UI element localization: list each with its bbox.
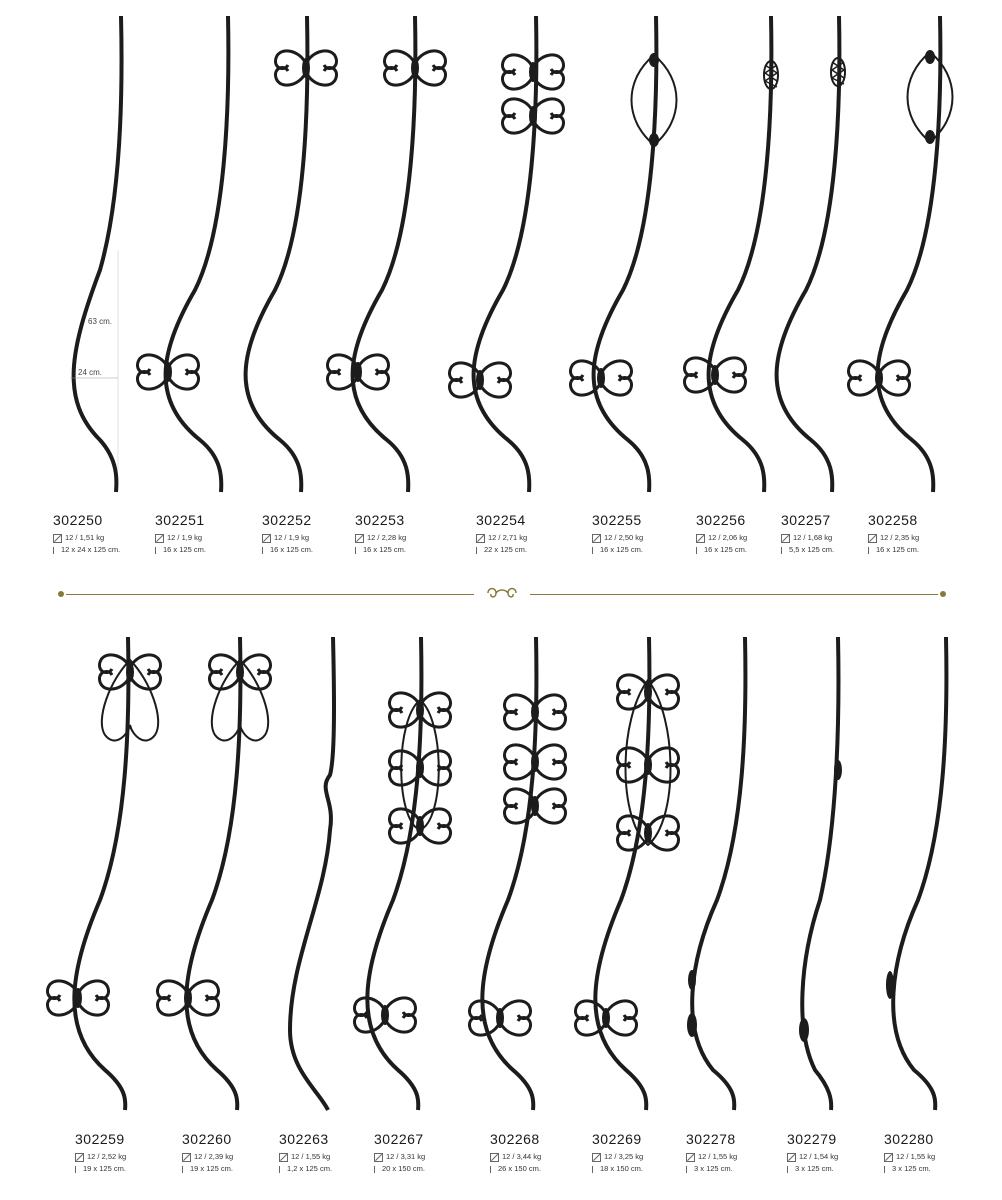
bar-section-icon: [374, 1153, 383, 1162]
divider-dot-left: [58, 591, 64, 597]
size-icon: [374, 1166, 379, 1173]
product-size: 16 x 125 cm.: [262, 544, 366, 556]
bar-section-icon: [355, 534, 364, 543]
product-weight: 12 / 1,55 kg: [279, 1151, 383, 1163]
size-icon: [787, 1166, 792, 1173]
product-weight: 12 / 1,55 kg: [884, 1151, 988, 1163]
product-size: 3 x 125 cm.: [884, 1163, 988, 1175]
size-icon: [53, 547, 58, 554]
product-weight: 12 / 1,68 kg: [781, 532, 885, 544]
product-weight: 12 / 2,39 kg: [182, 1151, 286, 1163]
divider-rule-right: [530, 594, 938, 595]
size-icon: [182, 1166, 187, 1173]
bar-section-icon: [53, 534, 62, 543]
product-size: 19 x 125 cm.: [75, 1163, 179, 1175]
product-weight: 12 / 2,71 kg: [476, 532, 580, 544]
product-code: 302260: [182, 1131, 232, 1147]
product-size: 12 x 24 x 125 cm.: [53, 544, 157, 556]
size-icon: [696, 547, 701, 554]
size-icon: [868, 547, 873, 554]
size-icon: [155, 547, 160, 554]
bar-section-icon: [787, 1153, 796, 1162]
section-divider-line: [58, 592, 946, 596]
product-size: 1,2 x 125 cm.: [279, 1163, 383, 1175]
size-icon: [75, 1166, 80, 1173]
product-size: 16 x 125 cm.: [355, 544, 459, 556]
size-icon: [884, 1166, 889, 1173]
product-302279: [787, 1131, 891, 1175]
product-size: 16 x 125 cm.: [696, 544, 800, 556]
product-size: 16 x 125 cm.: [155, 544, 259, 556]
bar-section-icon: [781, 534, 790, 543]
dimension-width-label: 24 cm.: [78, 368, 103, 377]
dimension-height-label: 63 cm.: [88, 317, 113, 326]
product-302251: [155, 512, 259, 556]
product-code: 302253: [355, 512, 405, 528]
product-size: 16 x 125 cm.: [592, 544, 696, 556]
product-302252: [262, 512, 366, 556]
product-302278: [686, 1131, 790, 1175]
bar-section-icon: [592, 1153, 601, 1162]
bar-section-icon: [592, 534, 601, 543]
product-weight: 12 / 1,55 kg: [686, 1151, 790, 1163]
product-size: 3 x 125 cm.: [787, 1163, 891, 1175]
product-302258: [868, 512, 972, 556]
bar-section-icon: [868, 534, 877, 543]
product-weight: 12 / 1,9 kg: [262, 532, 366, 544]
size-icon: [279, 1166, 284, 1173]
product-302269: [592, 1131, 696, 1175]
product-302263: [279, 1131, 383, 1175]
product-code: 302252: [262, 512, 312, 528]
product-size: 5,5 x 125 cm.: [781, 544, 885, 556]
product-weight: 12 / 1,9 kg: [155, 532, 259, 544]
product-302250: [53, 512, 157, 556]
product-weight: 12 / 3,31 kg: [374, 1151, 478, 1163]
product-size: 18 x 150 cm.: [592, 1163, 696, 1175]
divider-rule-left: [66, 594, 474, 595]
product-code: 302251: [155, 512, 205, 528]
divider-dot-right: [940, 591, 946, 597]
bar-section-icon: [884, 1153, 893, 1162]
bar-section-icon: [490, 1153, 499, 1162]
product-302267: [374, 1131, 478, 1175]
product-302253: [355, 512, 459, 556]
size-icon: [686, 1166, 691, 1173]
product-code: 302263: [279, 1131, 329, 1147]
product-weight: 12 / 2,52 kg: [75, 1151, 179, 1163]
product-code: 302268: [490, 1131, 540, 1147]
product-code: 302279: [787, 1131, 837, 1147]
product-code: 302257: [781, 512, 831, 528]
product-302254: [476, 512, 580, 556]
row2-ornaments: [47, 655, 894, 1042]
product-weight: 12 / 1,51 kg: [53, 532, 157, 544]
product-weight: 12 / 2,06 kg: [696, 532, 800, 544]
bar-section-icon: [182, 1153, 191, 1162]
bar-section-icon: [279, 1153, 288, 1162]
product-302255: [592, 512, 696, 556]
product-302268: [490, 1131, 594, 1175]
product-size: 20 x 150 cm.: [374, 1163, 478, 1175]
product-weight: 12 / 3,44 kg: [490, 1151, 594, 1163]
row1-ornaments: [137, 50, 952, 397]
product-code: 302256: [696, 512, 746, 528]
product-code: 302267: [374, 1131, 424, 1147]
product-size: 26 x 150 cm.: [490, 1163, 594, 1175]
size-icon: [476, 547, 481, 554]
bar-section-icon: [686, 1153, 695, 1162]
size-icon: [262, 547, 267, 554]
product-code: 302258: [868, 512, 918, 528]
row2-rods: [74, 637, 946, 1110]
size-icon: [490, 1166, 495, 1173]
product-weight: 12 / 2,35 kg: [868, 532, 972, 544]
divider-ornament-icon: [484, 586, 520, 600]
product-weight: 12 / 2,50 kg: [592, 532, 696, 544]
product-code: 302250: [53, 512, 103, 528]
product-weight: 12 / 3,25 kg: [592, 1151, 696, 1163]
bar-section-icon: [75, 1153, 84, 1162]
product-code: 302254: [476, 512, 526, 528]
product-size: 3 x 125 cm.: [686, 1163, 790, 1175]
product-weight: 12 / 2,28 kg: [355, 532, 459, 544]
product-code: 302259: [75, 1131, 125, 1147]
size-icon: [781, 547, 786, 554]
product-code: 302269: [592, 1131, 642, 1147]
product-code: 302280: [884, 1131, 934, 1147]
product-size: 22 x 125 cm.: [476, 544, 580, 556]
bar-section-icon: [476, 534, 485, 543]
product-302260: [182, 1131, 286, 1175]
product-size: 19 x 125 cm.: [182, 1163, 286, 1175]
product-302280: [884, 1131, 988, 1175]
product-code: 302255: [592, 512, 642, 528]
bar-section-icon: [696, 534, 705, 543]
size-icon: [592, 547, 597, 554]
bar-section-icon: [262, 534, 271, 543]
size-icon: [355, 547, 360, 554]
product-code: 302278: [686, 1131, 736, 1147]
product-size: 16 x 125 cm.: [868, 544, 972, 556]
product-weight: 12 / 1,54 kg: [787, 1151, 891, 1163]
product-302259: [75, 1131, 179, 1175]
size-icon: [592, 1166, 597, 1173]
bar-section-icon: [155, 534, 164, 543]
